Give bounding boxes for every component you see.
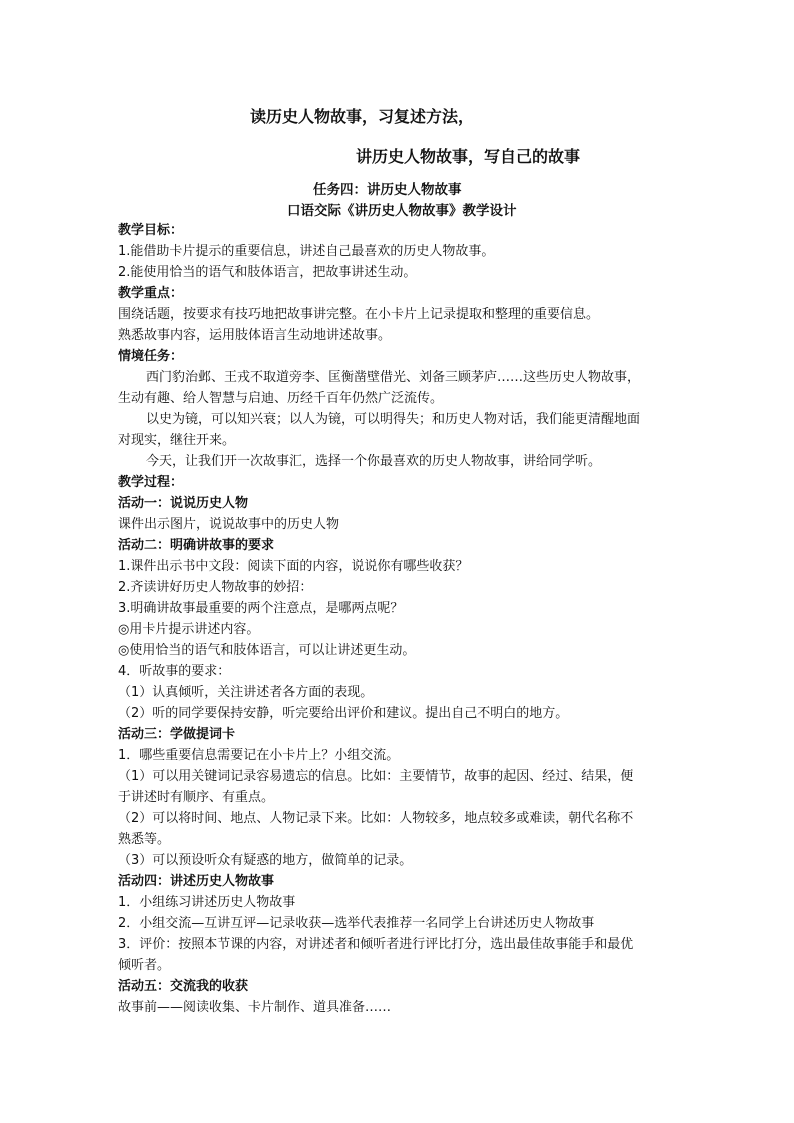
document-title-line2: 讲历史人物故事，写自己的故事 xyxy=(356,147,581,166)
text-line: 倾听者。 xyxy=(118,958,171,973)
text-line: 3．评价：按照本节课的内容，对讲述者和倾听者进行评比打分，选出最佳故事能手和最优 xyxy=(118,937,634,952)
text-line: 西门豹治邺、王戎不取道旁李、匡衡凿壁借光、刘备三顾茅庐……这些历史人物故事， xyxy=(146,370,641,385)
text-line: 熟悉等。 xyxy=(118,832,171,847)
text-line: 1.课件出示书中文段：阅读下面的内容，说说你有哪些收获？ xyxy=(118,559,469,574)
section-heading-key-points: 教学重点： xyxy=(118,286,184,301)
text-line: 课件出示图片，说说故事中的历史人物 xyxy=(118,517,340,532)
text-line: 1．哪些重要信息需要记在小卡片上？小组交流。 xyxy=(118,748,400,763)
text-line: 1．小组练习讲述历史人物故事 xyxy=(118,895,296,910)
text-line: 2．小组交流—互讲互评—记录收获—选举代表推荐一名同学上台讲述历史人物故事 xyxy=(118,916,595,931)
text-line: 故事前——阅读收集、卡片制作、道具准备…… xyxy=(118,1000,392,1015)
activity-heading-3: 活动三：学做提词卡 xyxy=(118,727,236,742)
text-line: 4．听故事的要求： xyxy=(118,664,231,679)
text-line: （1）认真倾听，关注讲述者各方面的表现。 xyxy=(118,685,374,700)
text-line: ◎用卡片提示讲述内容。 xyxy=(118,622,260,637)
text-line: 对现实，继往开来。 xyxy=(118,433,236,448)
text-line: ◎使用恰当的语气和肢体语言，可以让讲述更生动。 xyxy=(118,643,416,658)
text-line: 以史为镜，可以知兴衰；以人为镜，可以明得失；和历史人物对话，我们能更清醒地面 xyxy=(146,412,641,427)
text-line: （2）可以将时间、地点、人物记录下来。比如：人物较多，地点较多或难读，朝代名称不 xyxy=(118,811,634,826)
activity-heading-2: 活动二：明确讲故事的要求 xyxy=(118,538,275,553)
document-title-line1: 读历史人物故事，习复述方法， xyxy=(250,107,475,126)
section-heading-objectives: 教学目标： xyxy=(118,223,184,238)
text-line: （1）可以用关键词记录容易遗忘的信息。比如：主要情节，故事的起因、经过、结果，便 xyxy=(118,769,634,784)
text-line: （2）听的同学要保持安静，听完要给出评价和建议。提出自己不明白的地方。 xyxy=(118,706,569,721)
text-line: 2.齐读讲好历史人物故事的妙招： xyxy=(118,580,313,595)
text-line: 3.明确讲故事最重要的两个注意点，是哪两点呢？ xyxy=(118,601,404,616)
text-line: 1.能借助卡片提示的重要信息，讲述自己最喜欢的历史人物故事。 xyxy=(118,244,495,259)
design-heading: 口语交际《讲历史人物故事》教学设计 xyxy=(287,203,517,219)
section-heading-process: 教学过程： xyxy=(118,475,184,490)
text-line: 于讲述时有顺序、有重点。 xyxy=(118,790,275,805)
text-line: （3）可以预设听众有疑惑的地方，做简单的记录。 xyxy=(118,853,413,868)
text-line: 熟悉故事内容，运用肢体语言生动地讲述故事。 xyxy=(118,328,392,343)
activity-heading-5: 活动五：交流我的收获 xyxy=(118,979,249,994)
activity-heading-1: 活动一：说说历史人物 xyxy=(118,496,249,511)
task-heading: 任务四：讲历史人物故事 xyxy=(313,182,462,198)
activity-heading-4: 活动四：讲述历史人物故事 xyxy=(118,874,275,889)
text-line: 2.能使用恰当的语气和肢体语言，把故事讲述生动。 xyxy=(118,265,417,280)
text-line: 生动有趣、给人智慧与启迪、历经千百年仍然广泛流传。 xyxy=(118,391,444,406)
section-heading-context-task: 情境任务： xyxy=(118,349,184,364)
text-line: 今天，让我们开一次故事汇，选择一个你最喜欢的历史人物故事，讲给同学听。 xyxy=(146,454,602,469)
text-line: 围绕话题，按要求有技巧地把故事讲完整。在小卡片上记录提取和整理的重要信息。 xyxy=(118,307,600,322)
